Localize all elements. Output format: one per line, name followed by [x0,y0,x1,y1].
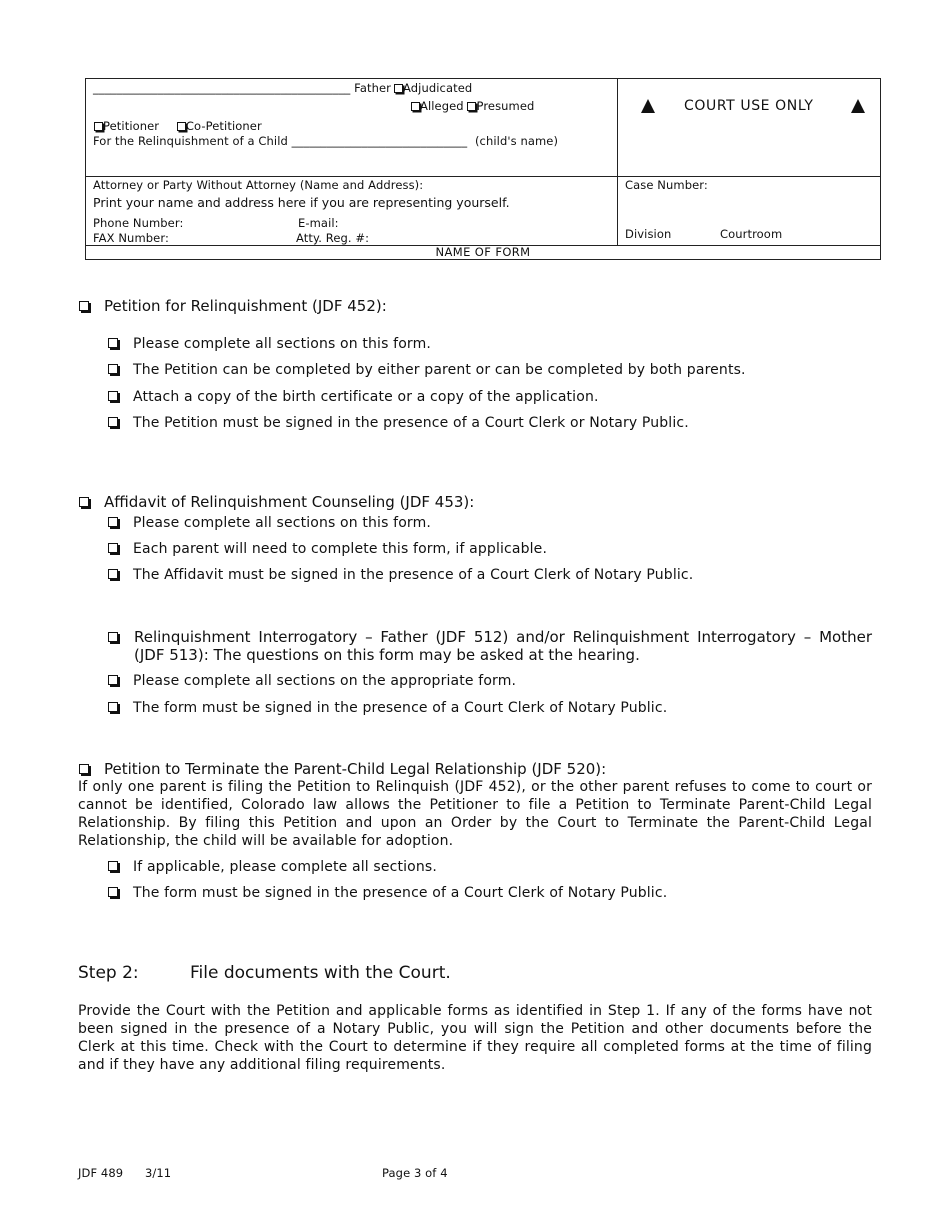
list-item-checkbox[interactable] [108,569,118,579]
petition-section-checkbox[interactable] [79,301,89,311]
list-item [108,415,689,431]
list-item [108,515,431,531]
list-item-checkbox[interactable] [108,887,118,897]
terminate-section-checkbox[interactable] [79,764,89,774]
affidavit-section-heading [79,493,474,511]
footer-revision: 3/11 [145,1166,172,1180]
list-item-text: The Petition can be completed by either parent or can be completed by both parents. [133,362,746,378]
list-item-checkbox[interactable] [108,417,118,427]
case-caption-box [85,78,881,260]
step2-paragraph: Provide the Court with the Petition and applicable forms as identified in Step 1. If any of the forms have not been signed in the presence of a Notary Public, you will sign the Petition and other documents before the Clerk at this time. Check with the Court to determine if they require all completed forms at the time of filing and if they have any additional filing requirements. [78,1003,872,1073]
petition-section-title: Petition for Relinquishment (JDF 452): [104,297,387,315]
petition-section-heading [79,297,387,315]
alleged-checkbox[interactable] [411,102,420,111]
terminate-section-heading [79,760,606,778]
presumed-label: Presumed [476,99,535,113]
list-item-text: Each parent will need to complete this form, if applicable. [133,541,548,557]
interrogatory-section-checkbox[interactable] [108,632,118,642]
relinquishment-child-line[interactable]: For the Relinquishment of a Child ______________________________ [93,134,468,148]
list-item-checkbox[interactable] [108,338,118,348]
list-item-checkbox[interactable] [108,543,118,553]
list-item-checkbox[interactable] [108,517,118,527]
list-item-text: Please complete all sections on the appropriate form. [133,673,517,689]
affidavit-section-checkbox[interactable] [79,497,89,507]
childs-name-label: (child's name) [474,134,559,148]
step2-title: File documents with the Court. [190,963,451,983]
list-item-checkbox[interactable] [108,391,118,401]
footer-form-id: JDF 489 [78,1166,124,1180]
courtroom-label: Courtroom [720,227,783,241]
list-item-text: The Affidavit must be signed in the presence of a Court Clerk of Notary Public. [133,567,694,583]
step2-label: Step 2: [78,963,139,983]
co-petitioner-label: Co-Petitioner [185,119,262,133]
terminate-paragraph: If only one parent is filing the Petition to Relinquish (JDF 452), or the other parent refuses to come to court or cannot be identified, Colorado law allows the Petitioner to file a Petition to Terminate Parent-Child Legal Relationship. By filing this Petition and upon an Order by the Court to Terminate the Parent-Child Legal Relationship, the child will be available for adoption. [78,779,872,849]
list-item-text: If applicable, please complete all sections. [133,859,437,875]
list-item-checkbox[interactable] [108,675,118,685]
triangle-left-icon [641,99,655,113]
list-item-text: The form must be signed in the presence of a Court Clerk of Notary Public. [133,885,668,901]
list-item [108,541,547,557]
list-item [108,859,437,875]
interrogatory-section-title: Relinquishment Interrogatory – Father (JDF 512) and/or Relinquishment Interrogatory – Mother (JDF 513): The questions on this form may be asked at the hearing. [134,628,872,664]
interrogatory-section-heading [108,628,872,664]
list-item [108,700,667,716]
list-item [108,673,516,689]
petitioner-checkbox[interactable] [94,122,103,131]
list-item-text: Attach a copy of the birth certificate or a copy of the application. [133,389,599,405]
co-petitioner-checkbox[interactable] [177,122,186,131]
list-item [108,885,667,901]
atty-reg-label: Atty. Reg. #: [296,231,370,245]
case-number-label: Case Number: [625,178,708,192]
triangle-right-icon [851,99,865,113]
list-item [108,336,431,352]
footer-page-number: Page 3 of 4 [382,1166,448,1180]
adjudicated-label: Adjudicated [402,81,473,95]
list-item-text: The form must be signed in the presence of a Court Clerk of Notary Public. [133,700,668,716]
phone-number-label: Phone Number: [93,216,184,230]
petitioner-label: Petitioner [103,119,160,133]
fax-number-label: FAX Number: [93,231,169,245]
affidavit-section-title: Affidavit of Relinquishment Counseling (JDF 453): [104,493,475,511]
caption-divider-horizontal [86,176,880,177]
list-item-checkbox[interactable] [108,364,118,374]
attorney-label: Attorney or Party Without Attorney (Name and Address): [93,178,424,192]
name-of-form-label: NAME OF FORM [435,245,531,259]
list-item [108,362,746,378]
attorney-hint: Print your name and address here if you are representing yourself. [93,195,510,210]
terminate-section-title: Petition to Terminate the Parent-Child Legal Relationship (JDF 520): [104,760,607,778]
alleged-label: Alleged [420,99,464,113]
list-item-text: Please complete all sections on this form. [133,515,431,531]
list-item-text: Please complete all sections on this form. [133,336,431,352]
email-label: E-mail: [298,216,339,230]
list-item-checkbox[interactable] [108,702,118,712]
division-label: Division [625,227,672,241]
father-label: Father [354,81,391,95]
adjudicated-checkbox[interactable] [394,84,403,93]
list-item [108,567,693,583]
court-use-only-label: COURT USE ONLY [684,98,814,114]
list-item-text: The Petition must be signed in the presence of a Court Clerk or Notary Public. [133,415,689,431]
list-item-checkbox[interactable] [108,861,118,871]
list-item [108,389,599,405]
caption-divider-vertical [617,79,618,246]
parent-name-line: ____________________________________________ [93,81,351,95]
